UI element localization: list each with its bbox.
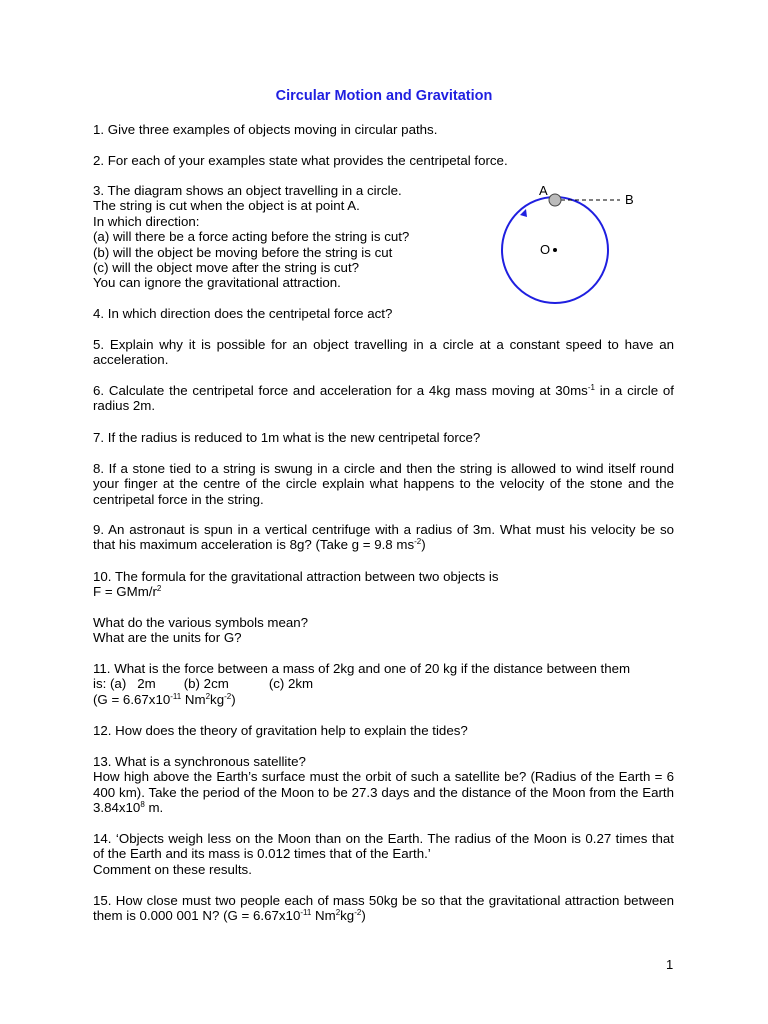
page-number: 1 bbox=[666, 957, 674, 972]
q10-line: 10. The formula for the gravitational attraction between two objects is bbox=[93, 569, 499, 584]
question-2: 2. For each of your examples state what provides the centripetal force. bbox=[93, 153, 508, 168]
question-6: 6. Calculate the centripetal force and acceleration for a 4kg mass moving at $30ms^{-1}$ in a circle of radius 2m. bbox=[93, 383, 675, 414]
q13-body: How high above the Earth’s surface must the orbit of such a satellite be? (Radius of the Earth = 6 400 km). Take the period of the Moon to be 27.3 days and the distance of the Moon from the Earth $3.84x10^8$ m. bbox=[93, 769, 674, 816]
q10-formula: F = GMm/$r^2$ bbox=[93, 584, 162, 600]
q14-line: Comment on these results. bbox=[93, 861, 252, 877]
question-11 bbox=[93, 661, 674, 707]
q3-line: In which direction: bbox=[93, 213, 200, 229]
question-7: 7. If the radius is reduced to 1m what is the new centripetal force? bbox=[93, 430, 481, 445]
question-15: 15. How close must two people each of mass 50kg be so that the gravitational attraction between them is 0.000 001 N? ($G = 6.67x10^{-11}$ $Nm^2kg^{-2}$) bbox=[93, 893, 674, 924]
question-9: 9. An astronaut is spun in a vertical centrifuge with a radius of 3m. What must his velocity be so that his maximum acceleration is 8g? (Take g = 9.8 $ms^{-2}$) bbox=[93, 522, 674, 553]
question-1: 1. Give three examples of objects moving in circular paths. bbox=[93, 122, 438, 137]
question-5: 5. Explain why it is possible for an object travelling in a circle at a constant speed to have an acceleration. bbox=[93, 337, 674, 368]
q14-body: 14. ‘Objects weigh less on the Moon than on the Earth. The radius of the Moon is 0.27 times that of the Earth and its mass is 0.012 times that of the Earth.’ bbox=[93, 831, 674, 862]
circle-diagram bbox=[490, 178, 650, 308]
question-8: 8. If a stone tied to a string is swung in a circle and then the string is allowed to wind itself round your finger at the centre of the circle explain what happens to the velocity of the stone and the centripetal force in the string. bbox=[93, 461, 674, 507]
q10-line: What do the various symbols mean? bbox=[93, 614, 309, 630]
centre-dot bbox=[553, 248, 557, 252]
q3-line: 3. The diagram shows an object travelling in a circle. bbox=[93, 183, 402, 198]
question-3 bbox=[93, 183, 473, 291]
label-a: A bbox=[539, 183, 548, 198]
object-ball bbox=[549, 194, 561, 206]
q3-line: (b) will the object be moving before the string is cut bbox=[93, 244, 393, 260]
q11-options: is: (a) 2m (b) 2cm (c) 2km bbox=[93, 676, 314, 692]
q3-line: You can ignore the gravitational attraction. bbox=[93, 275, 341, 291]
label-o: O bbox=[540, 242, 551, 257]
q11-line: 11. What is the force between a mass of 2kg and one of 20 kg if the distance between them bbox=[93, 661, 631, 676]
question-10 bbox=[93, 569, 674, 646]
page-title: Circular Motion and Gravitation bbox=[275, 88, 493, 104]
question-13 bbox=[93, 754, 674, 816]
q3-line: (a) will there be a force acting before the string is cut? bbox=[93, 229, 410, 245]
question-4: 4. In which direction does the centripetal force act? bbox=[93, 306, 393, 321]
q3-line: (c) will the object move after the string is cut? bbox=[93, 260, 360, 276]
q10-line: What are the units for G? bbox=[93, 630, 242, 646]
q13-line: 13. What is a synchronous satellite? bbox=[93, 754, 306, 769]
q3-line: The string is cut when the object is at point A. bbox=[93, 198, 360, 214]
question-12: 12. How does the theory of gravitation help to explain the tides? bbox=[93, 723, 468, 738]
label-b: B bbox=[625, 192, 634, 207]
q11-constant: ($G = 6.67x10^{-11}$ $Nm^2kg^{-2}$) bbox=[93, 691, 236, 707]
question-14 bbox=[93, 831, 674, 877]
